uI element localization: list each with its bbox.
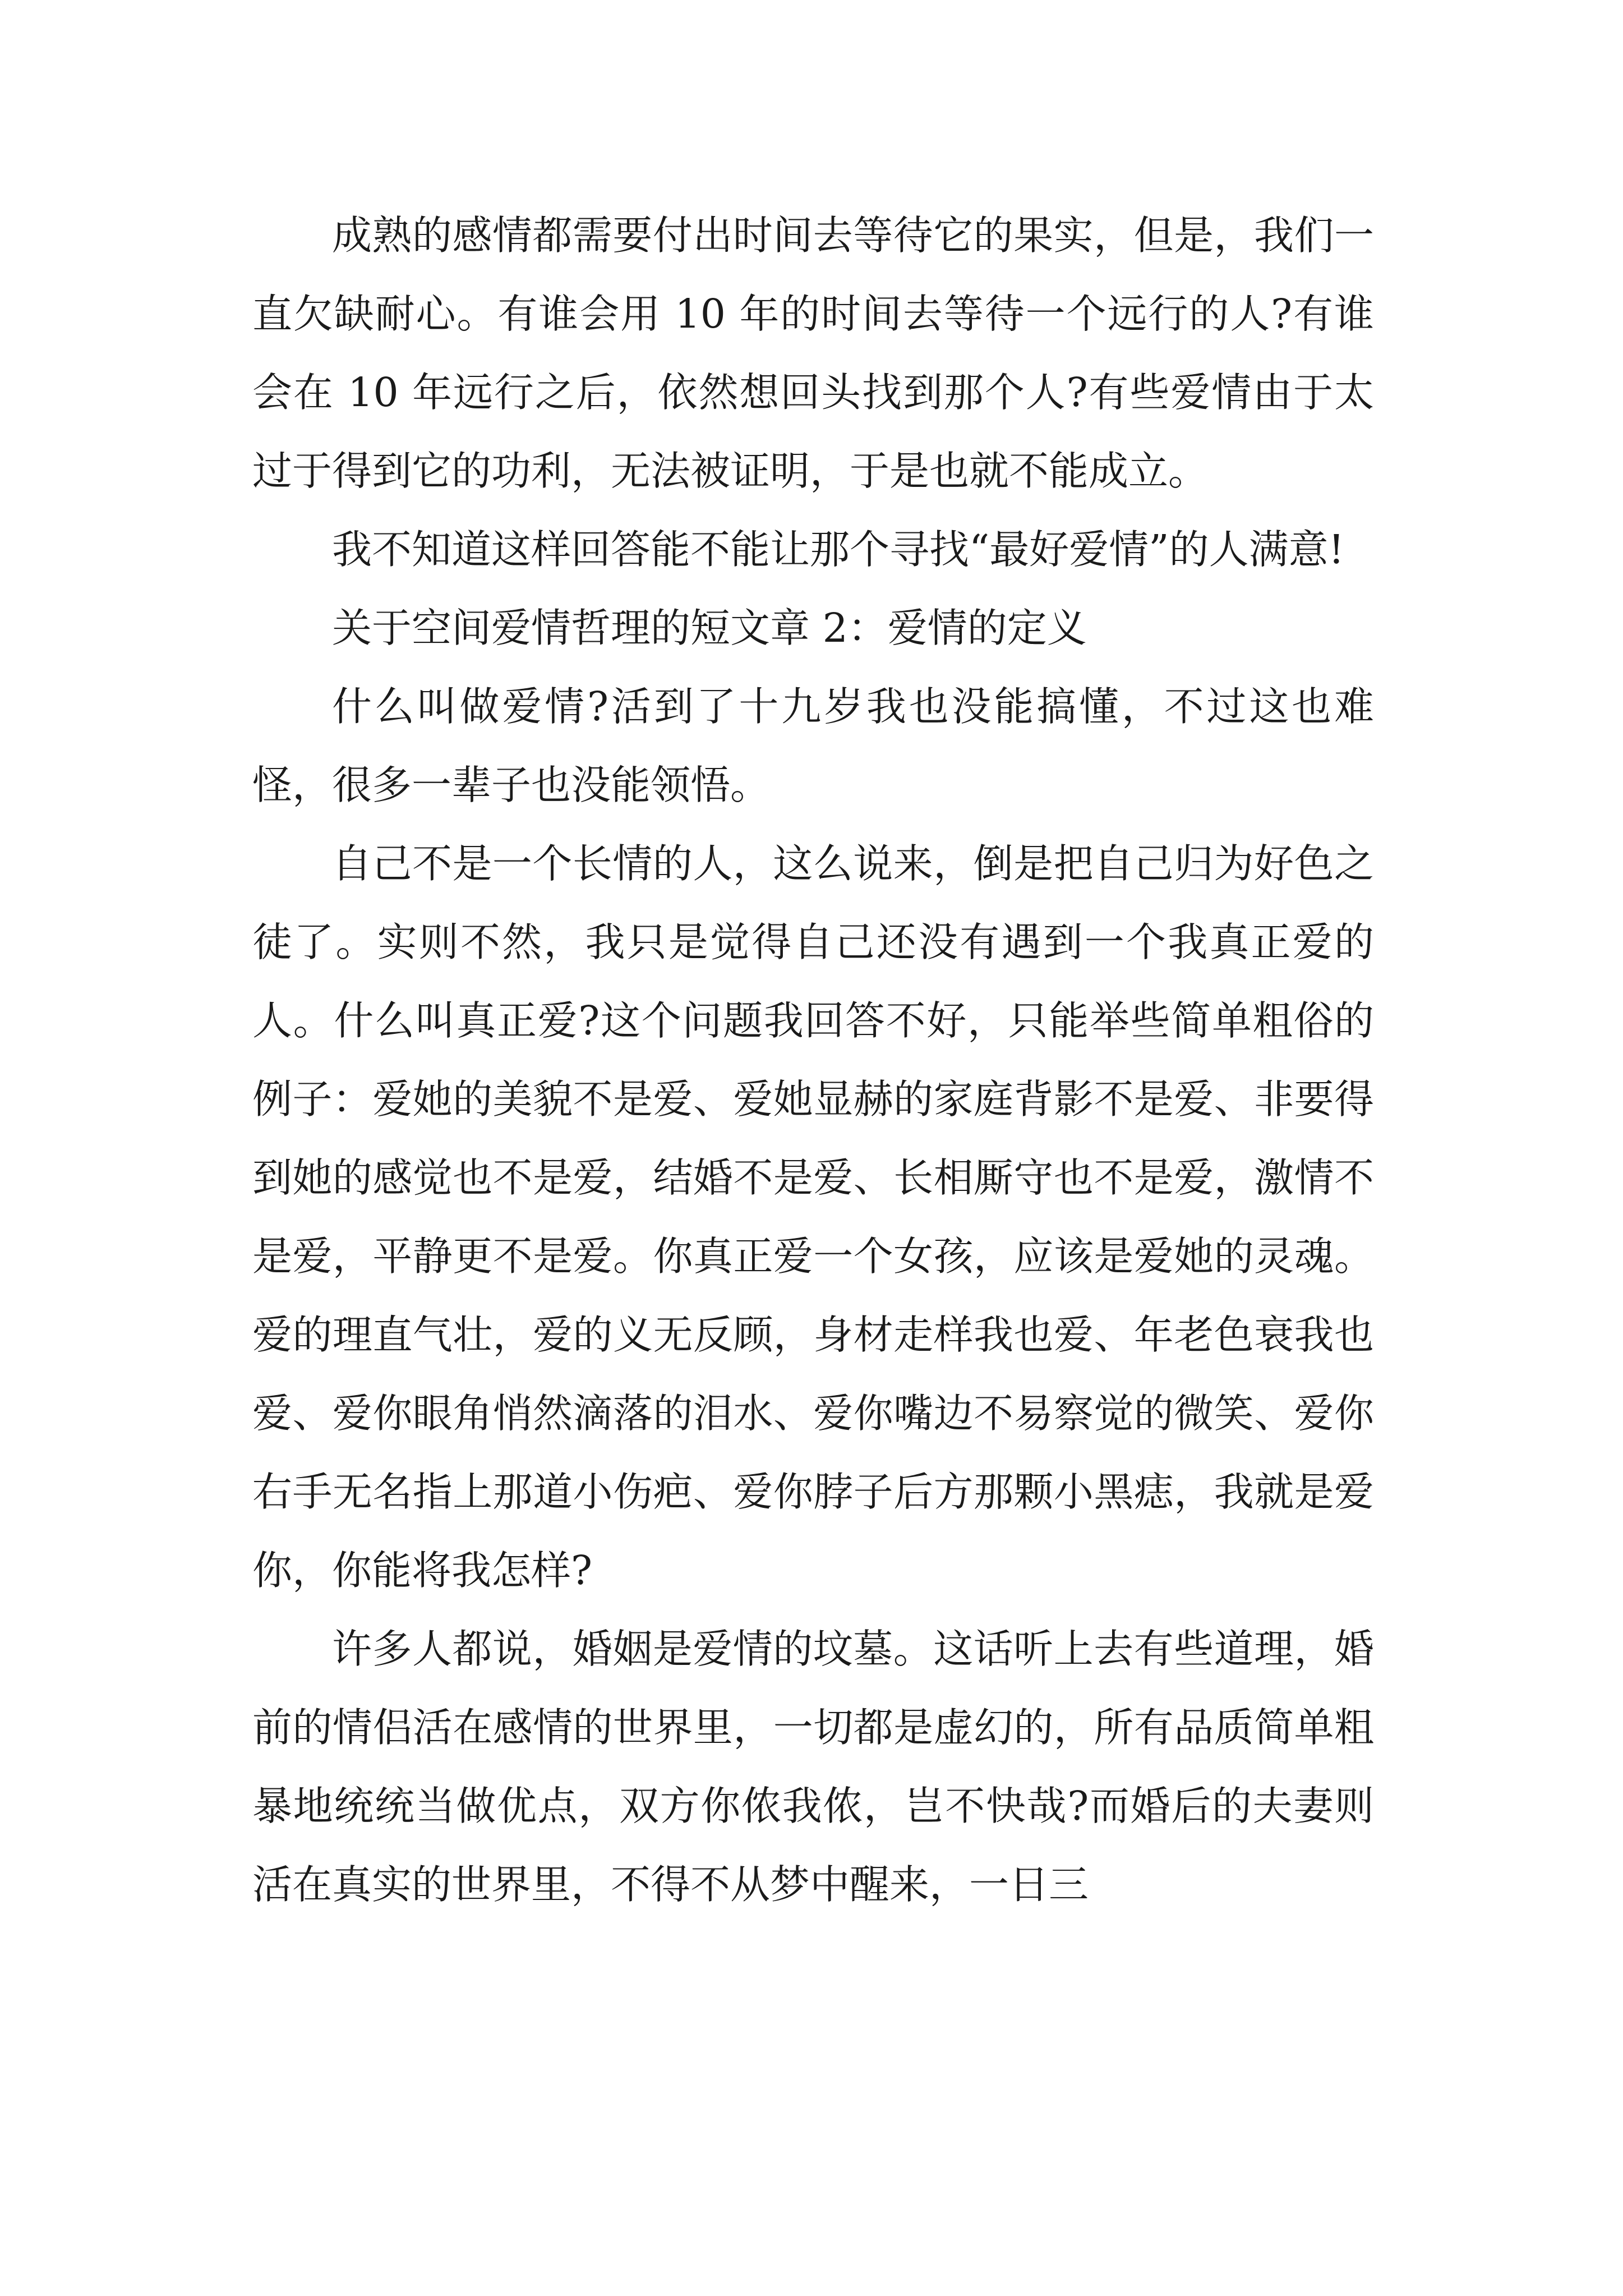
article-body [252,196,1374,1924]
paragraph: 许多人都说，婚姻是爱情的坟墓。这话听上去有些道理，婚前的情侣活在感情的世界里，一切都是虚幻的，所有品质简单粗暴地统统当做优点，双方你侬我侬，岂不快哉?而婚后的夫妻则活在真实的世界里，不得不从梦中醒来，一日三 [252,1626,1374,1908]
paragraph: 我不知道这样回答能不能让那个寻找“最好爱情”的人满意! [332,526,1345,573]
section-heading: 关于空间爱情哲理的短文章 2：爱情的定义 [332,605,1087,651]
paragraph: 什么叫做爱情?活到了十九岁我也没能搞懂，不过这也难怪，很多一辈子也没能领悟。 [252,683,1374,808]
paragraph: 成熟的感情都需要付出时间去等待它的果实，但是，我们一直欠缺耐心。有谁会用 10 年的时间去等待一个远行的人?有谁会在 10 年远行之后，依然想回头找到那个人?有些爱情由于太过于得到它的功利，无法被证明，于是也就不能成立。 [252,212,1374,494]
paragraph: 自己不是一个长情的人，这么说来，倒是把自己归为好色之徒了。实则不然，我只是觉得自己还没有遇到一个我真正爱的人。什么叫真正爱?这个问题我回答不好，只能举些简单粗俗的例子：爱她的美貌不是爱、爱她显赫的家庭背影不是爱、非要得到她的感觉也不是爱，结婚不是爱、长相厮守也不是爱，激情不是爱，平静更不是爱。你真正爱一个女孩，应该是爱她的灵魂。爱的理直气壮，爱的义无反顾，身材走样我也爱、年老色衰我也爱、爱你眼角悄然滴落的泪水、爱你嘴边不易察觉的微笑、爱你右手无名指上那道小伤疤、爱你脖子后方那颗小黑痣，我就是爱你，你能将我怎样? [252,840,1374,1594]
